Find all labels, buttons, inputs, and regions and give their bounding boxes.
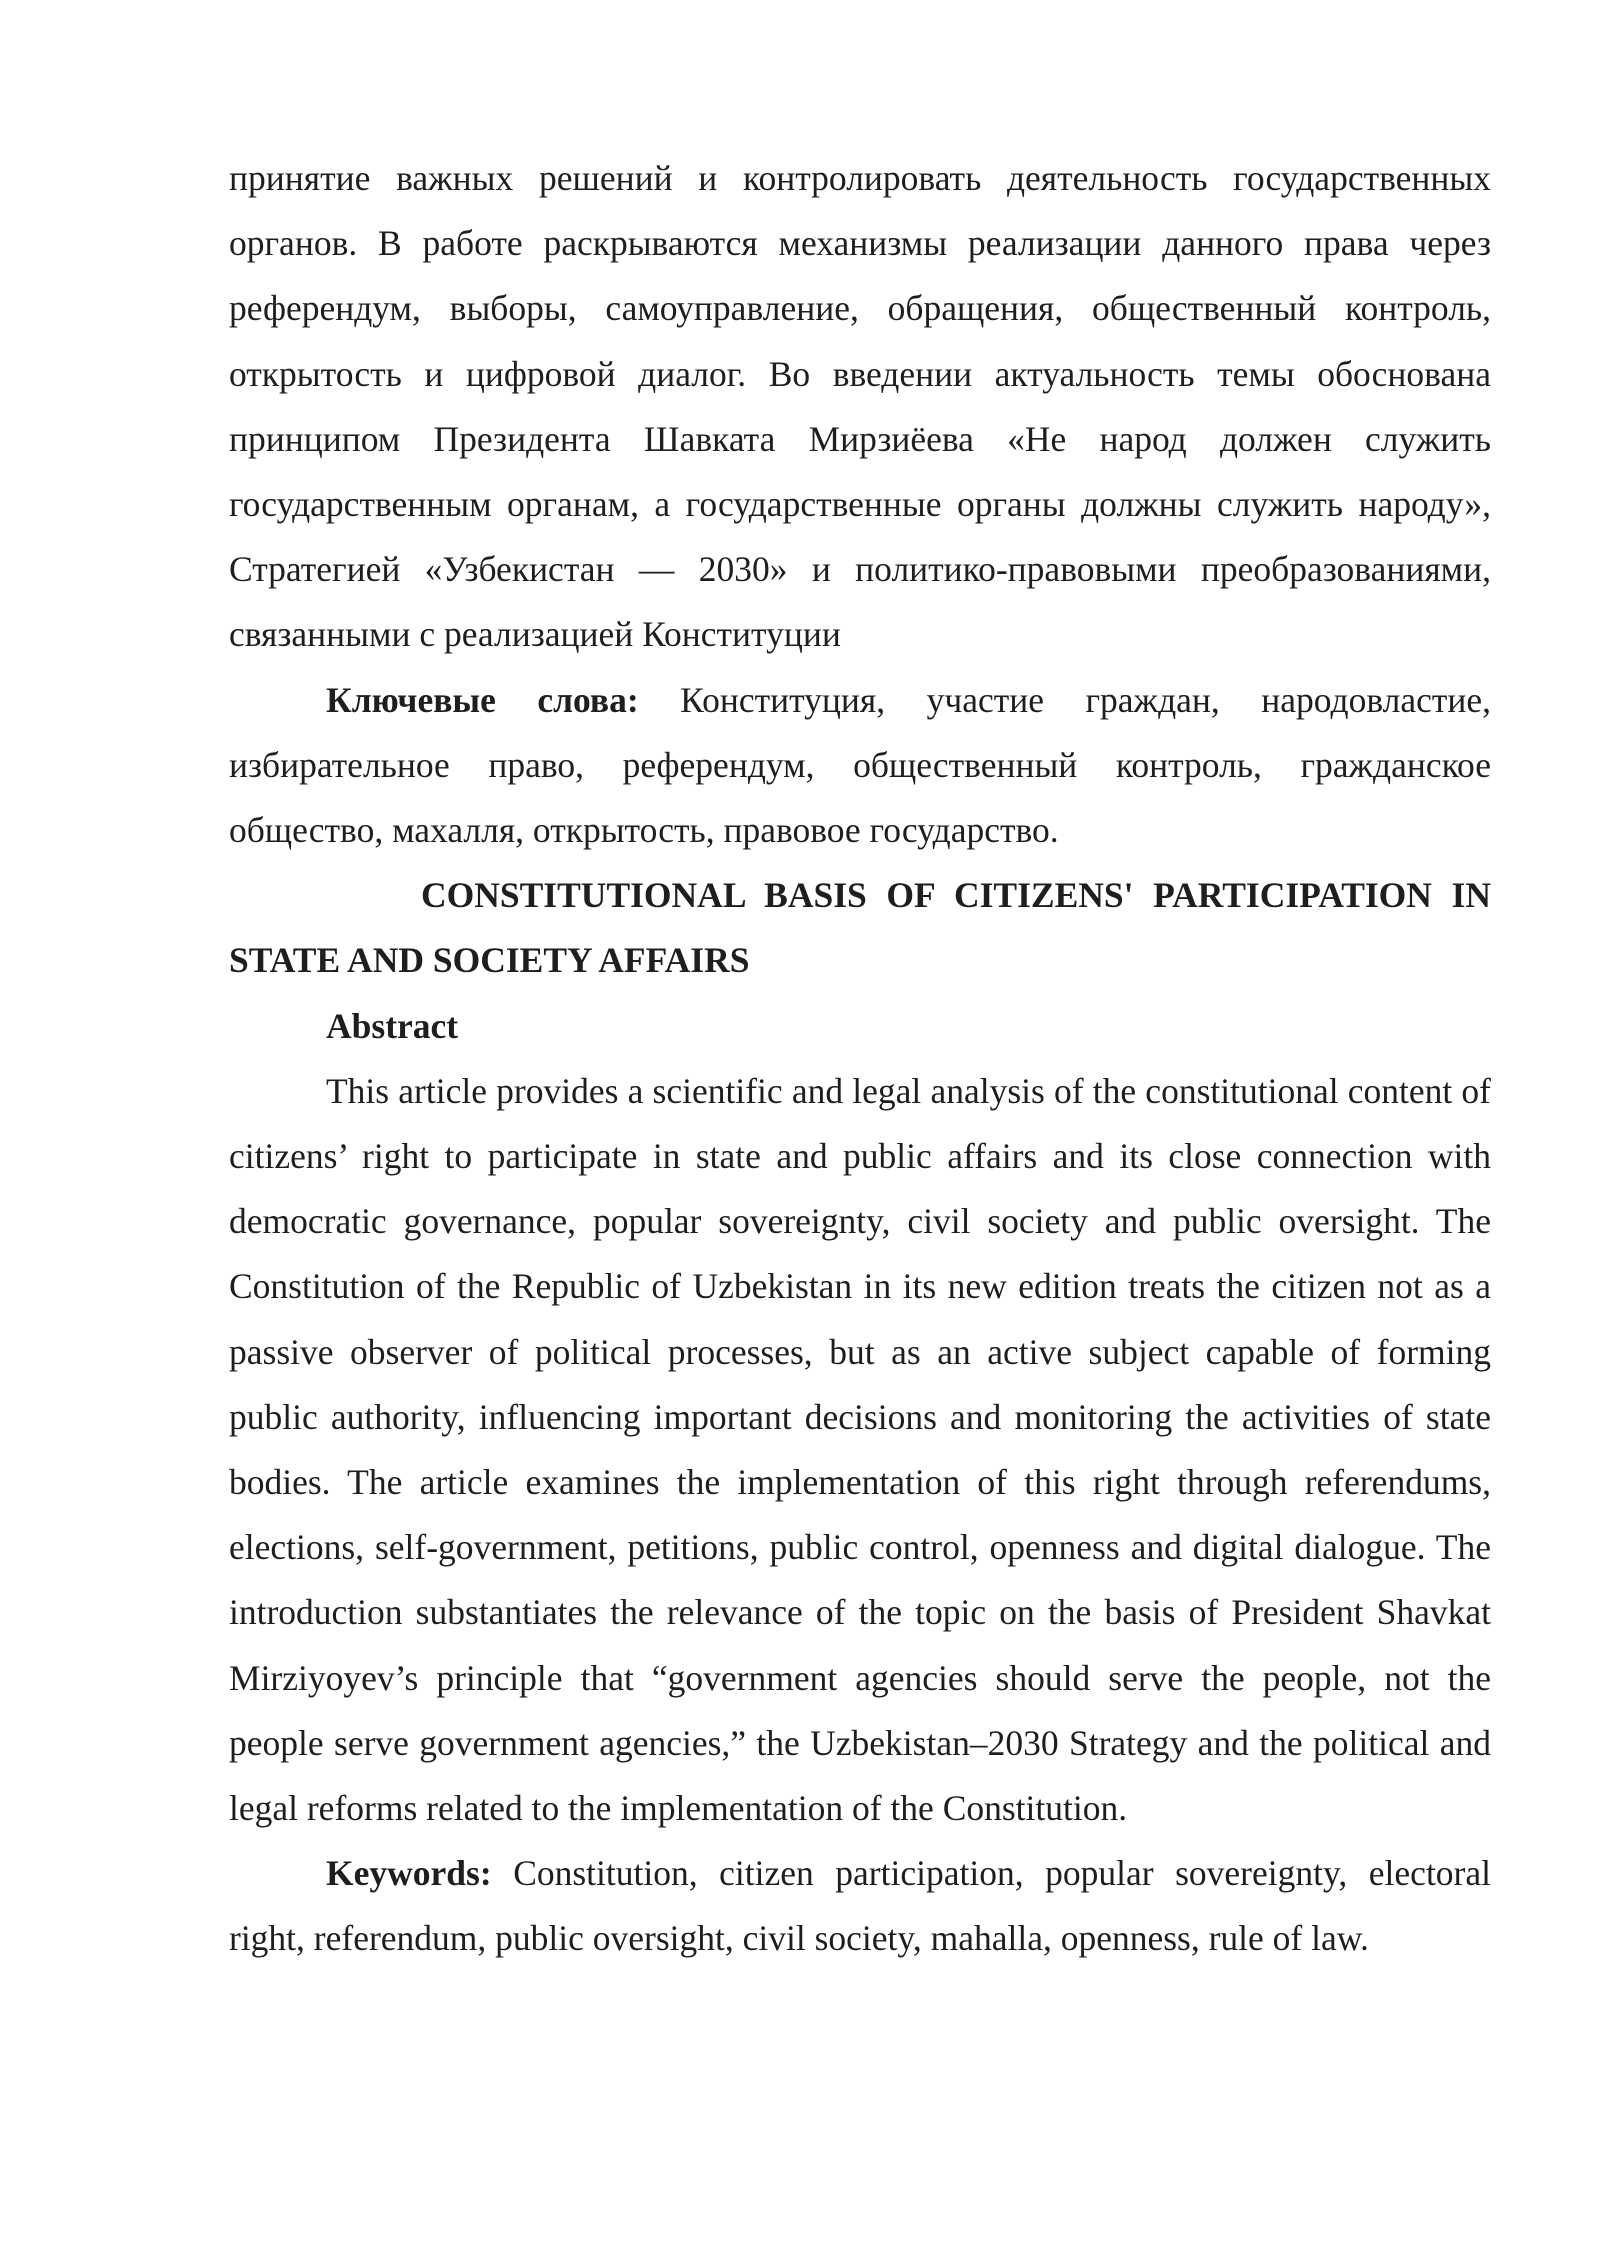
abstract-heading: Abstract — [326, 1005, 459, 1046]
en-keywords-paragraph — [229, 1841, 1491, 1971]
english-abstract-paragraph: This article provides a scientific and legal analysis of the constitutional content of citizens’ right to participate in state and public affairs and its close connection with democratic governance, popular sovereignty, civil society and public oversight. The Constitution of the Republic of Uzbekistan in its new edition treats the citizen not as a passive observer of political processes, but as an active subject capable of forming public authority, influencing important decisions and monitoring the activities of state bodies. The article examines the implementation of this right through referendums, elections, self-government, petitions, public control, openness and digital dialogue. The introduction substantiates the relevance of the topic on the basis of President Shavkat Mirziyoyev’s principle that “government agencies should serve the people, not the people serve government agencies,” the Uzbekistan–2030 Strategy and the political and legal reforms related to the implementation of the Constitution. — [229, 1070, 1491, 1829]
ru-abstract-paragraph: принятие важных решений и контролировать деятельность государственных органов. В работе раскрываются механизмы реализации данного права через референдум, выборы, самоуправление, обращения, общественный контроль, открытость и цифровой диалог. Во введении актуальность темы обоснована принципом Президента Шавката Мирзиёева «Не народ должен служить государственным органам, а государственные органы должны служить народу», Стратегией «Узбекистан — 2030» и политико-правовыми преобразованиями, связанными с реализацией Конституции — [229, 158, 1491, 655]
english-title: CONSTITUTIONAL BASIS OF CITIZENS' PARTICIPATION IN STATE AND SOCIETY AFFAIRS — [229, 875, 1491, 981]
ru-keywords-text: Конституция, участие граждан, народовластие, избирательное право, референдум, общественный контроль, гражданское общество, махалля, открытость, правовое государство. — [229, 679, 1491, 851]
en-keywords-text: Constitution, citizen participation, popular sovereignty, electoral right, referendum, public oversight, civil society, mahalla, openness, rule of law. — [229, 1853, 1491, 1959]
ru-keywords-paragraph — [229, 668, 1491, 864]
ru-keywords-label: Ключевые слова: — [326, 679, 639, 720]
document-page — [229, 146, 1491, 1972]
en-keywords-label: Keywords: — [326, 1853, 492, 1894]
